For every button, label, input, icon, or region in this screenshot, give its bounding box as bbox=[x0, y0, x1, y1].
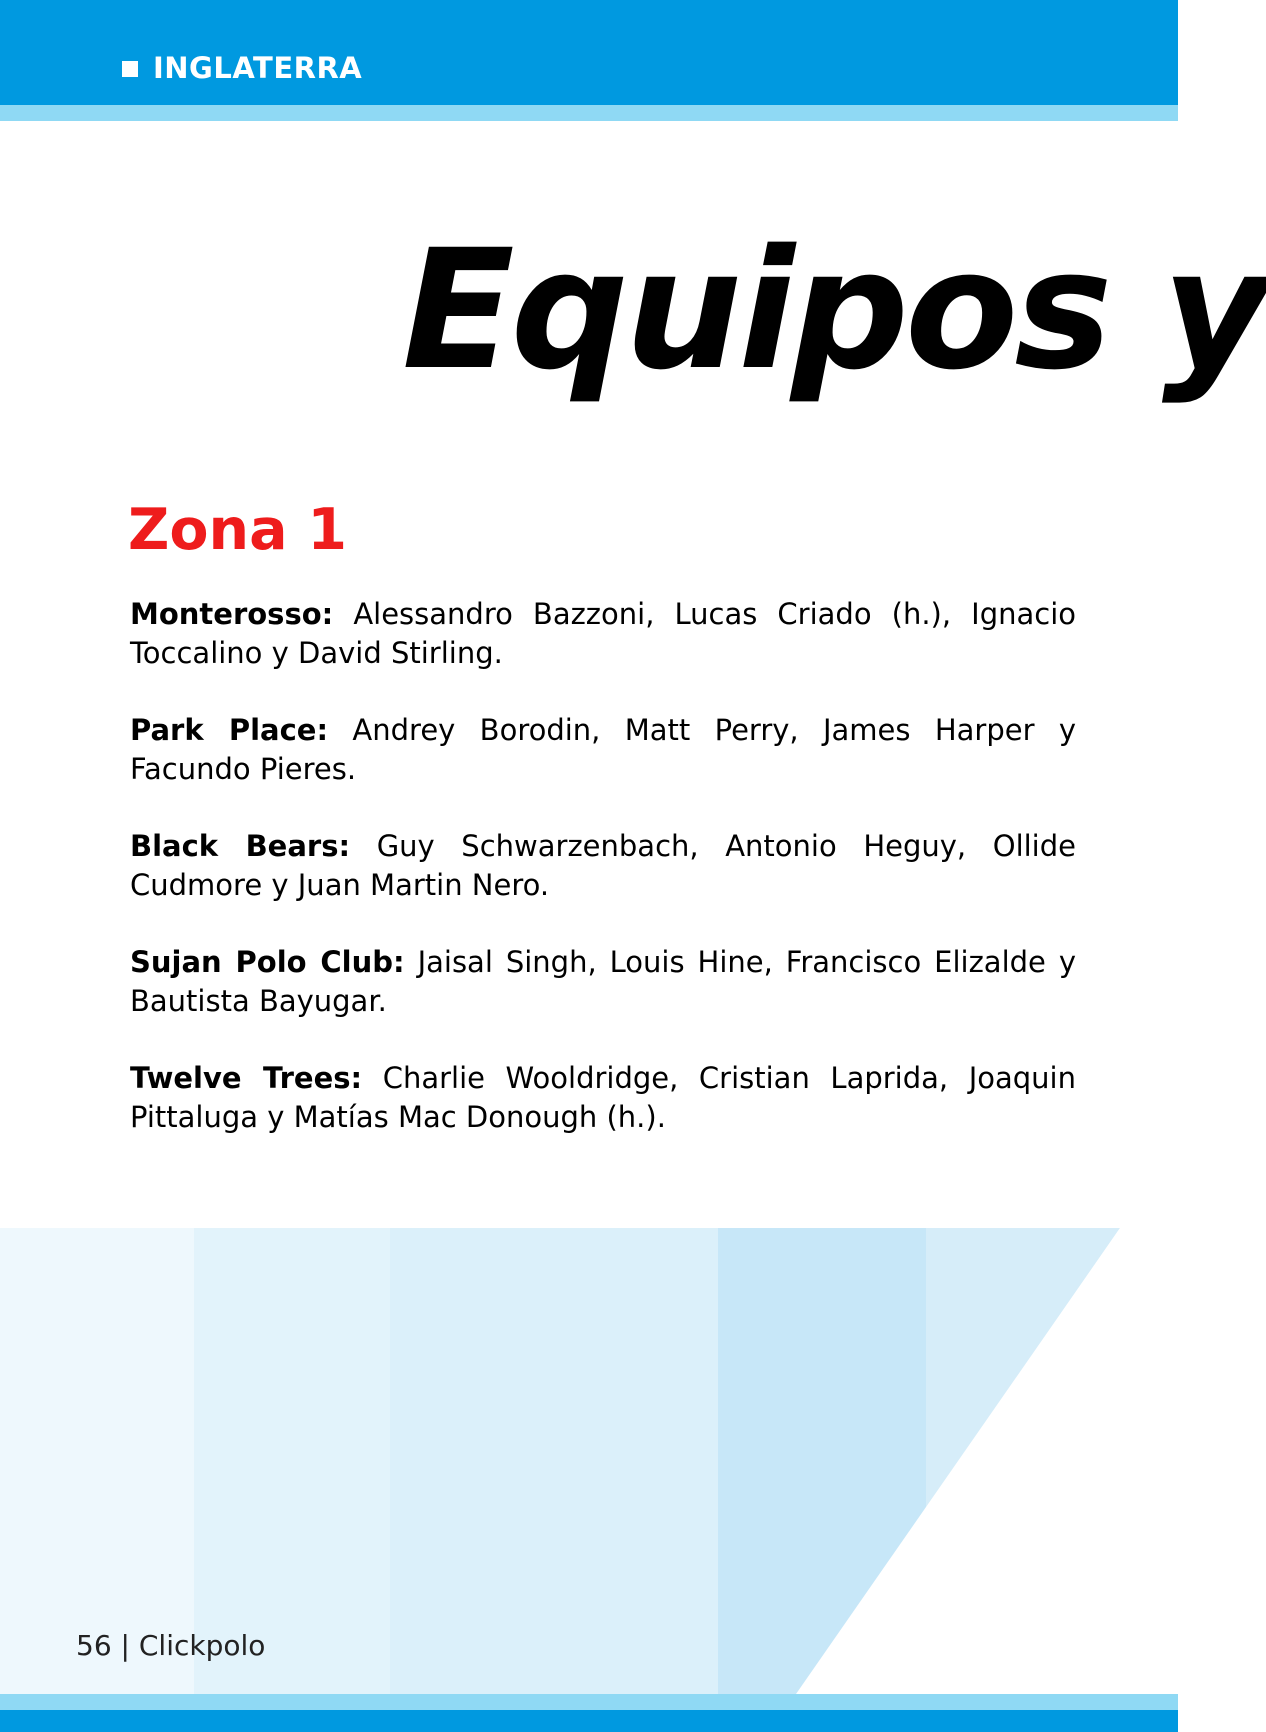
team-players: Andrey Borodin, Matt Perry, James Harper y Facundo Pieres. bbox=[130, 713, 1076, 786]
deco-panel bbox=[0, 1228, 194, 1694]
team-entry bbox=[130, 711, 1076, 789]
team-entry bbox=[130, 595, 1076, 673]
page-footer: 56 | Clickpolo bbox=[76, 1629, 266, 1662]
team-entry bbox=[130, 827, 1076, 905]
footer-stripe bbox=[0, 1694, 1178, 1710]
team-name: Sujan Polo Club: bbox=[130, 945, 405, 979]
page-title: Equipos y bbox=[402, 214, 1266, 406]
team-name: Monterosso: bbox=[130, 597, 334, 631]
section-square-icon bbox=[122, 61, 138, 77]
footer-band bbox=[0, 1710, 1178, 1732]
section-label: INGLATERRA bbox=[153, 51, 363, 85]
team-players: Jaisal Singh, Louis Hine, Francisco Elizalde y Bautista Bayugar. bbox=[130, 945, 1076, 1018]
team-name: Twelve Trees: bbox=[130, 1061, 363, 1095]
zone-heading: Zona 1 bbox=[128, 497, 348, 563]
team-players: Alessandro Bazzoni, Lucas Criado (h.), Ignacio Toccalino y David Stirling. bbox=[130, 597, 1077, 670]
team-players: Guy Schwarzenbach, Antonio Heguy, Ollide Cudmore y Juan Martin Nero. bbox=[130, 829, 1076, 902]
deco-panel bbox=[390, 1228, 718, 1694]
team-name: Black Bears: bbox=[130, 829, 351, 863]
team-players: Charlie Wooldridge, Cristian Laprida, Joaquin Pittaluga y Matías Mac Donough (h.). bbox=[130, 1061, 1076, 1134]
team-list bbox=[130, 595, 1076, 1175]
header-stripe bbox=[0, 105, 1178, 121]
team-entry bbox=[130, 1059, 1076, 1137]
team-entry bbox=[130, 943, 1076, 1021]
decorative-background bbox=[0, 1228, 1178, 1694]
deco-panel bbox=[194, 1228, 390, 1694]
team-name: Park Place: bbox=[130, 713, 329, 747]
